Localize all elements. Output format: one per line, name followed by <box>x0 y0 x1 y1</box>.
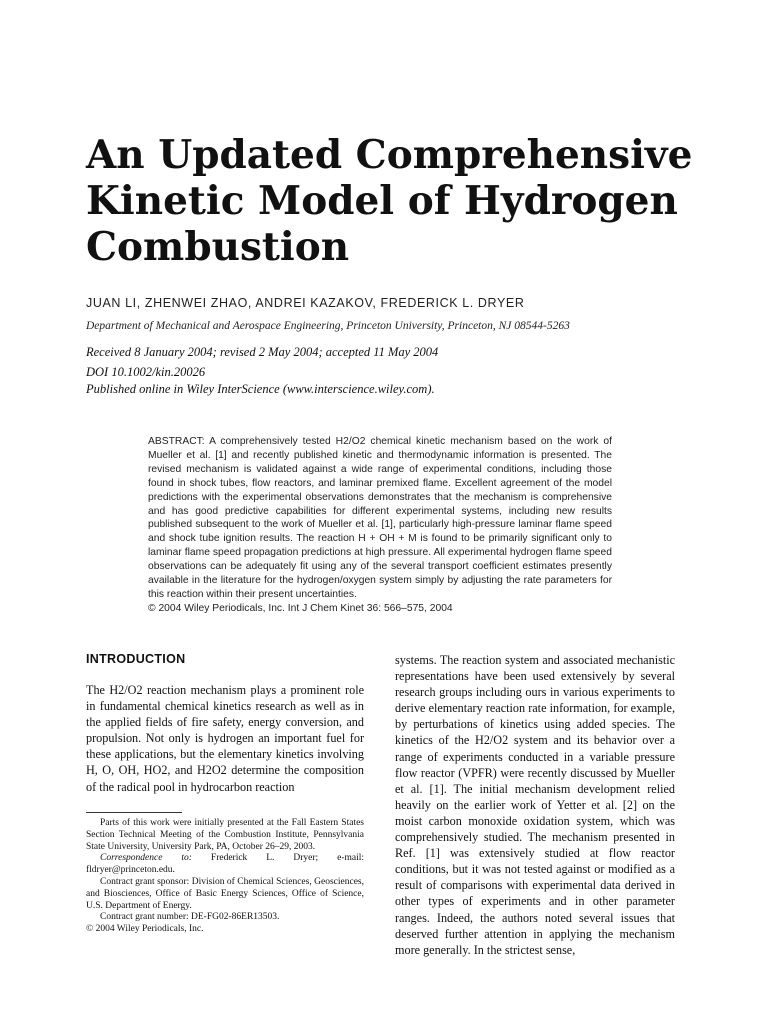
abstract-copyright: © 2004 Wiley Periodicals, Inc. Int J Chem Kinet 36: 566–575, 2004 <box>148 602 453 614</box>
footnote-grant-number: Contract grant number: DE-FG02-86ER13503. <box>100 912 280 923</box>
received-dates: Received 8 January 2004; revised 2 May 2004; accepted 11 May 2004 <box>86 345 439 359</box>
introduction-left-column: The H2/O2 reaction mechanism plays a prominent role in fundamental chemical kinetics research as well as in the applied fields of fire safety, energy conversion, and propulsion. Not only is hydrogen an important fuel for these applications, but the elementary kinetics involving H, O, OH, HO2, and H2O2 determine the composition of the radical pool in hydrocarbon reaction <box>86 683 364 794</box>
footnote-correspondence <box>86 853 364 877</box>
introduction-right-column: systems. The reaction system and associated mechanistic representations have been used extensively by several research groups including ours in various experiments to derive elementary reaction rate information, for example, by perturbations of kinetics using added species. The kinetics of the H2/O2 system and its behavior over a range of experiments conducted in a variable pressure flow reactor (VPFR) were recently discussed by Mueller et al. [1]. The initial mechanism development relied heavily on the earlier work of Yetter et al. [2] on the moist carbon monoxide oxidation system, which was comprehensively studied. The mechanism presented in Ref. [1] was extensively studied at flow reactor conditions, but it was not tested against or modified as a result of comparisons with experimental data derived in other types of experiments and in other parameter ranges. Indeed, the authors noted several issues that deserved further attention in applying the mechanism more generally. In the strictest sense, <box>395 653 675 957</box>
doi-line: DOI 10.1002/kin.20026 <box>86 365 206 379</box>
affiliation: Department of Mechanical and Aerospace Engineering, Princeton University, Princeton, NJ 08544-5263 <box>86 320 570 332</box>
footnotes <box>86 818 364 936</box>
author-list: JUAN LI, ZHENWEI ZHAO, ANDREI KAZAKOV, FREDERICK L. DRYER <box>86 296 525 310</box>
abstract-text: ABSTRACT: A comprehensively tested H2/O2 chemical kinetic mechanism based on the work of Mueller et al. [1] and recently published kinetic and thermodynamic information is presented. The revised mechanism is validated against a wide range of experimental conditions, including those found in shock tubes, flow reactors, and laminar premixed flame. Excellent agreement of the model predictions with the experimental observations demonstrates that the mechanism is comprehensive and has good predictive capabilities for different experimental systems, including new results published subsequent to the work of Mueller et al. [1], particularly high-pressure laminar flame speed and shock tube ignition results. The reaction H + OH + M is found to be primarily significant only to laminar flame speed propagation predictions at high pressure. All experimental hydrogen flame speed observations can be adequately fit using any of the several transport coefficient estimates presently available in the literature for the hydrogen/oxygen system simply by adjusting the rate parameters for this reaction within their present uncertainties. <box>148 436 612 600</box>
footnote-presented: Parts of this work were initially presented at the Fall Eastern States Section Technical Meeting of the Combustion Institute, Pennsylvania State University, University Park, PA, October 26–29, 2003. <box>86 818 364 852</box>
footnote-sponsor: Contract grant sponsor: Division of Chemical Sciences, Geosciences, and Biosciences, Office of Basic Energy Sciences, Office of Science, U.S. Department of Energy. <box>86 876 364 911</box>
article-title: An Updated Comprehensive Kinetic Model of Hydrogen Combustion <box>86 132 693 270</box>
footnote-copyright: © 2004 Wiley Periodicals, Inc. <box>86 924 204 935</box>
published-online: Published online in Wiley InterScience (www.interscience.wiley.com). <box>86 382 435 396</box>
footnote-divider <box>86 812 182 813</box>
section-heading-introduction: INTRODUCTION <box>86 652 186 666</box>
correspondence-label: Correspondence to: <box>100 853 192 864</box>
abstract <box>148 435 612 616</box>
correspondence-text: Frederick L. Dryer; e-mail: fldryer@princeton.edu. <box>86 853 365 876</box>
